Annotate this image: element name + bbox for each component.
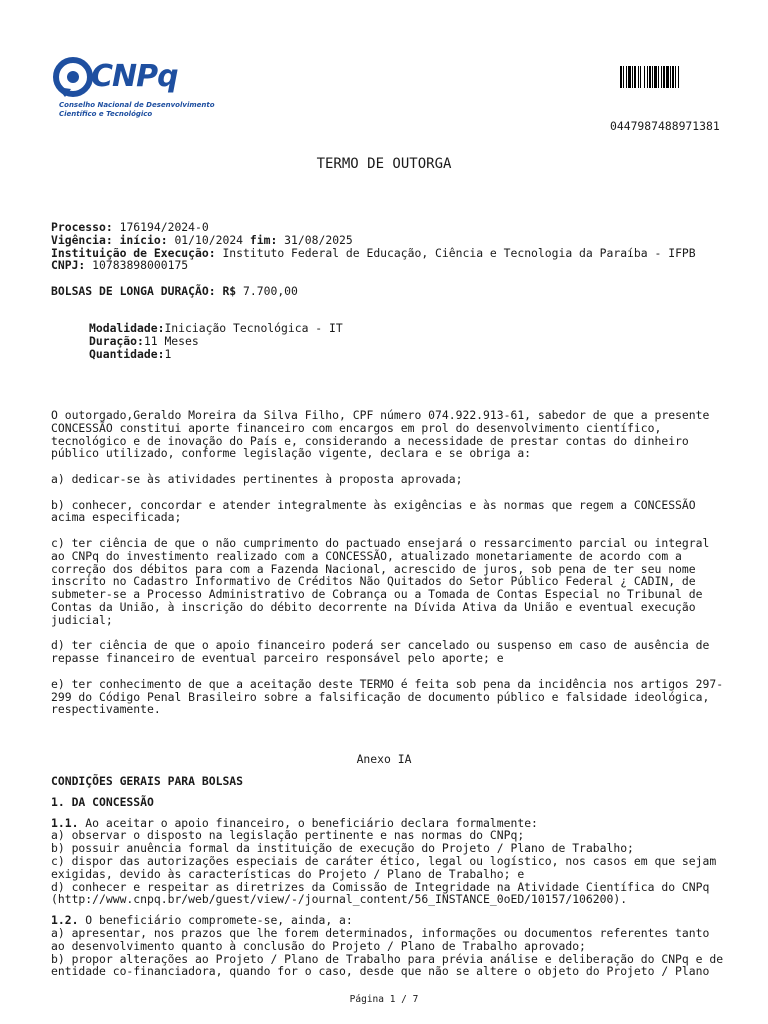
item-1-1: [51, 817, 723, 907]
processo-label: Processo:: [51, 220, 113, 234]
modalidade-value: Iniciação Tecnológica - IT: [164, 321, 343, 335]
declaration-body: [51, 409, 723, 716]
item-1-1-label: 1.1.: [51, 815, 79, 830]
instituicao-value: Instituto Federal de Educação, Ciência e Tecnologia da Paraíba - IFPB: [215, 245, 696, 260]
annex-heading: CONDIÇÕES GERAIS PARA BOLSAS: [51, 774, 244, 788]
vigencia-fim-label: fim:: [249, 232, 278, 247]
cnpj-value: 10783898000175: [85, 258, 189, 273]
quantidade-label: Quantidade:: [89, 346, 165, 361]
logo-subtitle-line2: Científico e Tecnológico: [59, 110, 153, 118]
paragraph-a: a) dedicar-se às atividades pertinentes à proposta aprovada;: [51, 471, 463, 486]
modalidade-block: [89, 322, 343, 360]
item-1-2-text: O beneficiário compromete-se, ainda, a: a) apresentar, nos prazos que lhe forem determinados, informações ou documentos referentes tanto ao desenvolvimento quanto à conclusão do Projeto / Plano de Trabalho aprovado; b) propor alterações ao Projeto / Plano de Trabalho para prévia análise e deliberação do CNPq e de entidade co-financiadora, quando for o caso, desde que não se altere o objeto do Projeto / Plano: [51, 913, 724, 979]
logo-subtitle-line1: Conselho Nacional de Desenvolvimento: [59, 101, 215, 109]
section-1-heading: 1. DA CONCESSÃO: [51, 794, 154, 809]
annex-body: [51, 775, 723, 978]
instituicao-label: Instituição de Execução:: [51, 245, 216, 260]
annex-title: Anexo IA: [356, 752, 412, 766]
duracao-value: 11 Meses: [143, 333, 199, 348]
processo-value: 176194/2024-0: [112, 220, 209, 234]
barcode-icon: [620, 66, 718, 88]
modalidade-label: Modalidade:: [89, 321, 165, 335]
page-footer: Página 1 / 7: [349, 994, 419, 1005]
bolsas-label: BOLSAS DE LONGA DURAÇÃO: R$: [51, 284, 237, 298]
paragraph-d: d) ter ciência de que o apoio financeiro poderá ser cancelado ou suspenso em caso de ausência de repasse financeiro de eventual parceiro responsável pelo aporte; e: [51, 638, 710, 666]
duracao-label: Duração:: [89, 333, 144, 348]
cnpj-label: CNPJ:: [51, 258, 86, 273]
document-title: TERMO DE OUTORGA: [316, 156, 452, 172]
cnpq-logo: [51, 57, 215, 123]
grant-metadata: [51, 221, 696, 272]
vigencia-inicio: 01/10/2024: [167, 232, 250, 247]
paragraph-e: e) ter conhecimento de que a aceitação deste TERMO é feita sob pena da incidência nos artigos 297- 299 do Código Penal Brasileiro sobre a falsificação de documento público e falsidade ideológica, respectivamente.: [51, 676, 724, 717]
item-1-1-text: Ao aceitar o apoio financeiro, o beneficiário declara formalmente: a) observar o disposto na legislação pertinente e nas normas do CNPq; b) possuir anuência formal da instituição de execução do Projeto / Plano de Trabalho; c) dispor das autorizações especiais de caráter ético, legal ou logístico, nos casos em que sejam exigidas, devido às características do Projeto / Plano de Trabalho; e d) conhecer e respeitar as diretrizes da Comissão de Integridade na Atividade Científica do CNPq (http://www.cnpq.br/web/guest/view/-/journal_content/56_INSTANCE_0oED/10157/106200).: [51, 815, 717, 907]
vigencia-fim: 31/08/2025: [277, 232, 353, 247]
vigencia-label: Vigência: início:: [51, 232, 168, 247]
paragraph-c: c) ter ciência de que o não cumprimento do pactuado ensejará o ressarcimento parcial ou integral ao CNPq do investimento realizado com a CONCESSÃO, atualizado monetariamente de acordo com a correção dos débitos para com a Fazenda Nacional, acrescido de juros, sob pena de ter seu nome inscrito no Cadastro Informativo de Créditos Não Quitados do Setor Público Federal ¿ CADIN, de submeter-se a Processo Administrativo de Cobrança ou a Tomada de Contas Especial no Tribunal de Contas da União, à inscrição do débito decorrente na Dívida Ativa da União e eventual execução judicial;: [51, 535, 710, 627]
quantidade-value: 1: [164, 346, 172, 361]
bolsas-line: [51, 285, 298, 298]
bolsas-value: 7.700,00: [236, 284, 298, 298]
logo-wordmark: CNPq: [91, 59, 178, 94]
item-1-2-label: 1.2.: [51, 913, 79, 928]
barcode-number: 0447987488971381: [610, 119, 720, 133]
paragraph-intro: O outorgado,Geraldo Moreira da Silva Filho, CPF número 074.922.913-61, sabedor de que a presente CONCESSÃO constitui aporte financeiro com encargos em prol do desenvolvimento científico, tecnológico e de inovação do País e, considerando a necessidade de prestar contas do dinheiro público utilizado, conforme legislação vigente, declara e se obriga a:: [51, 408, 710, 461]
item-1-2: [51, 914, 723, 978]
paragraph-b: b) conhecer, concordar e atender integralmente às exigências e às normas que regem a CONCESSÃO acima especificada;: [51, 497, 696, 525]
cnpq-emblem-icon: [51, 57, 95, 101]
